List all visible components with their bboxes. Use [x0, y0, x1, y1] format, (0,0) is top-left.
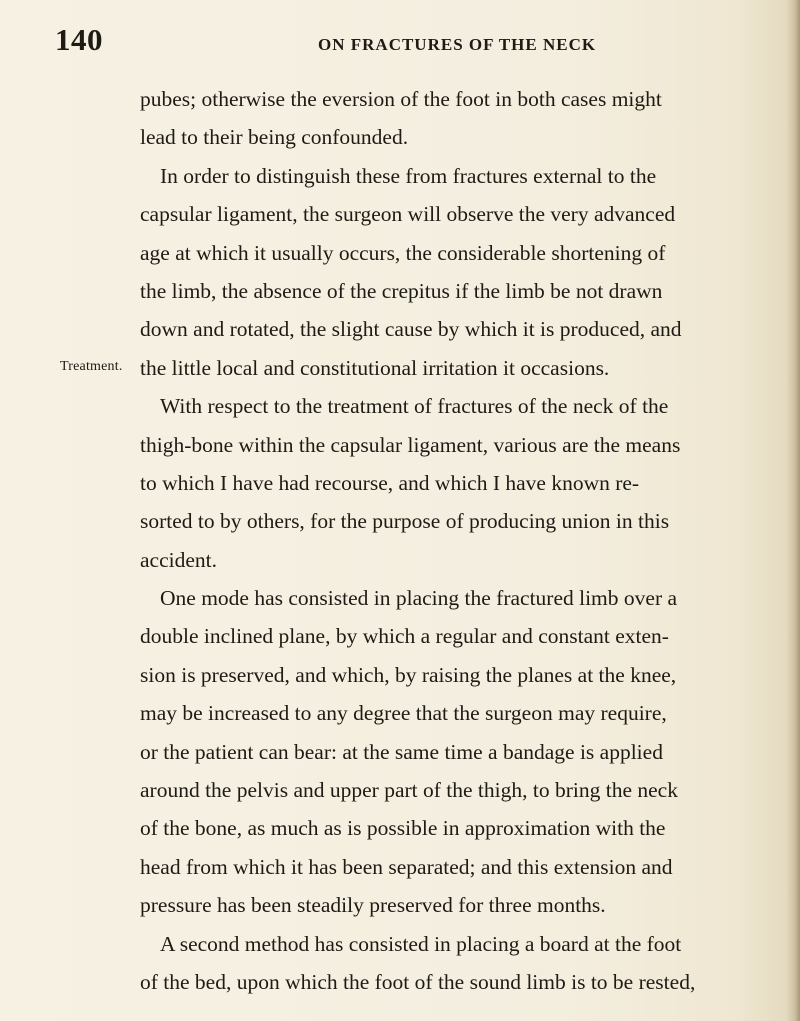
text-line: the little local and constitutional irritation it occasions. — [140, 355, 610, 380]
text-line: head from which it has been separated; and this extension and — [140, 854, 673, 879]
text-line: accident. — [140, 547, 217, 572]
text-line: down and rotated, the slight cause by which it is produced, and — [140, 317, 682, 342]
text-line: In order to distinguish these from fractures external to the — [160, 163, 657, 188]
text-line: may be increased to any degree that the surgeon may require, — [140, 701, 667, 726]
text-line: of the bed, upon which the foot of the sound limb is to be rested, — [140, 969, 696, 994]
text-line: age at which it usually occurs, the considerable shortening of — [140, 240, 666, 265]
text-line: sion is preserved, and which, by raising the planes at the knee, — [140, 662, 677, 687]
page-edge-shadow — [786, 0, 800, 1021]
text-line: double inclined plane, by which a regular and constant exten- — [140, 624, 669, 649]
text-line: pressure has been steadily preserved for three months. — [140, 893, 606, 918]
text-line: the limb, the absence of the crepitus if the limb be not drawn — [140, 278, 663, 303]
margin-note-treatment: Treatment. — [60, 359, 123, 374]
text-line: or the patient can bear: at the same time a bandage is applied — [140, 739, 663, 764]
page-number: 140 — [55, 22, 103, 57]
page-header — [0, 22, 800, 62]
text-line: sorted to by others, for the purpose of producing union in this — [140, 509, 670, 534]
text-line: of the bone, as much as is possible in approximation with the — [140, 816, 666, 841]
text-line: With respect to the treatment of fractures of the neck of the — [160, 394, 669, 419]
text-line: One mode has consisted in placing the fractured limb over a — [160, 586, 678, 611]
text-line: around the pelvis and upper part of the thigh, to bring the neck — [140, 778, 678, 803]
text-line: lead to their being confounded. — [140, 125, 409, 150]
text-line: A second method has consisted in placing a board at the foot — [160, 931, 682, 956]
text-line: to which I have had recourse, and which I have known re- — [140, 470, 640, 495]
text-line: pubes; otherwise the eversion of the foot in both cases might — [140, 87, 662, 111]
body-text — [140, 80, 770, 1001]
running-head: ON FRACTURES OF THE NECK — [318, 35, 597, 54]
text-line: capsular ligament, the surgeon will observe the very advanced — [140, 202, 676, 227]
text-line: thigh-bone within the capsular ligament, various are the means — [140, 432, 681, 457]
